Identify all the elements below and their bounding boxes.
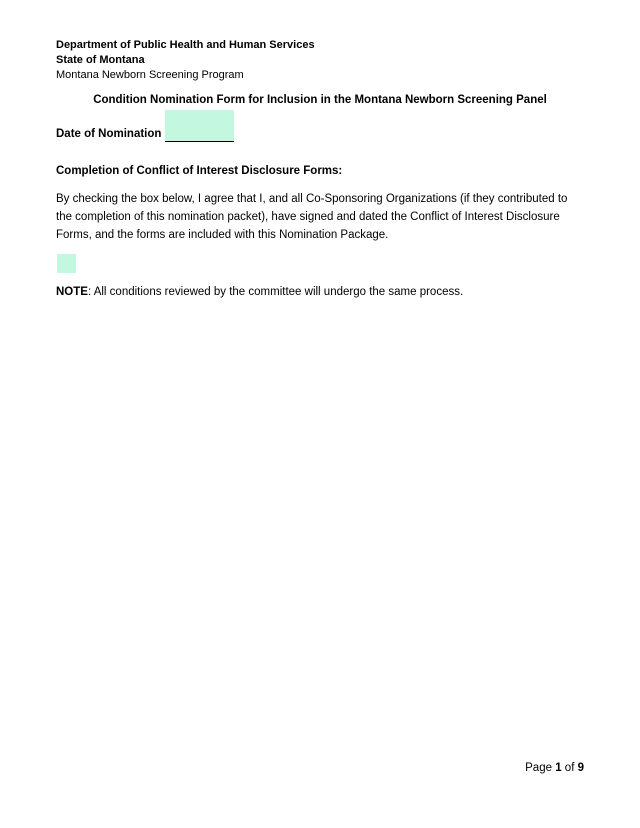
note-line [56, 286, 463, 298]
state-name: State of Montana [56, 54, 145, 66]
page-prefix: Page [525, 762, 556, 774]
page-of: of [561, 762, 578, 774]
page-total: 9 [577, 762, 584, 774]
note-label: NOTE [56, 286, 88, 298]
date-of-nomination-label: Date of Nomination [56, 128, 162, 140]
page-number [525, 762, 584, 774]
page-current: 1 [555, 762, 562, 774]
conflict-section-heading: Completion of Conflict of Interest Disclosure Forms: [56, 165, 343, 177]
conflict-agreement-checkbox[interactable] [57, 254, 76, 273]
letterhead [56, 38, 315, 83]
form-title: Condition Nomination Form for Inclusion in the Montana Newborn Screening Panel [93, 94, 547, 106]
date-of-nomination-field[interactable] [165, 110, 234, 142]
date-of-nomination-row [56, 110, 234, 142]
program-name: Montana Newborn Screening Program [56, 69, 244, 81]
conflict-agreement-text: By checking the box below, I agree that I, and all Co-Sponsoring Organizations (if they contributed to the completion of this nomination packet), have signed and dated the Conflict of Interest Disclosure Forms, and the forms are included with this Nomination Package. [56, 193, 568, 241]
note-text: : All conditions reviewed by the committee will undergo the same process. [87, 286, 464, 298]
department-name: Department of Public Health and Human Services [56, 39, 315, 51]
